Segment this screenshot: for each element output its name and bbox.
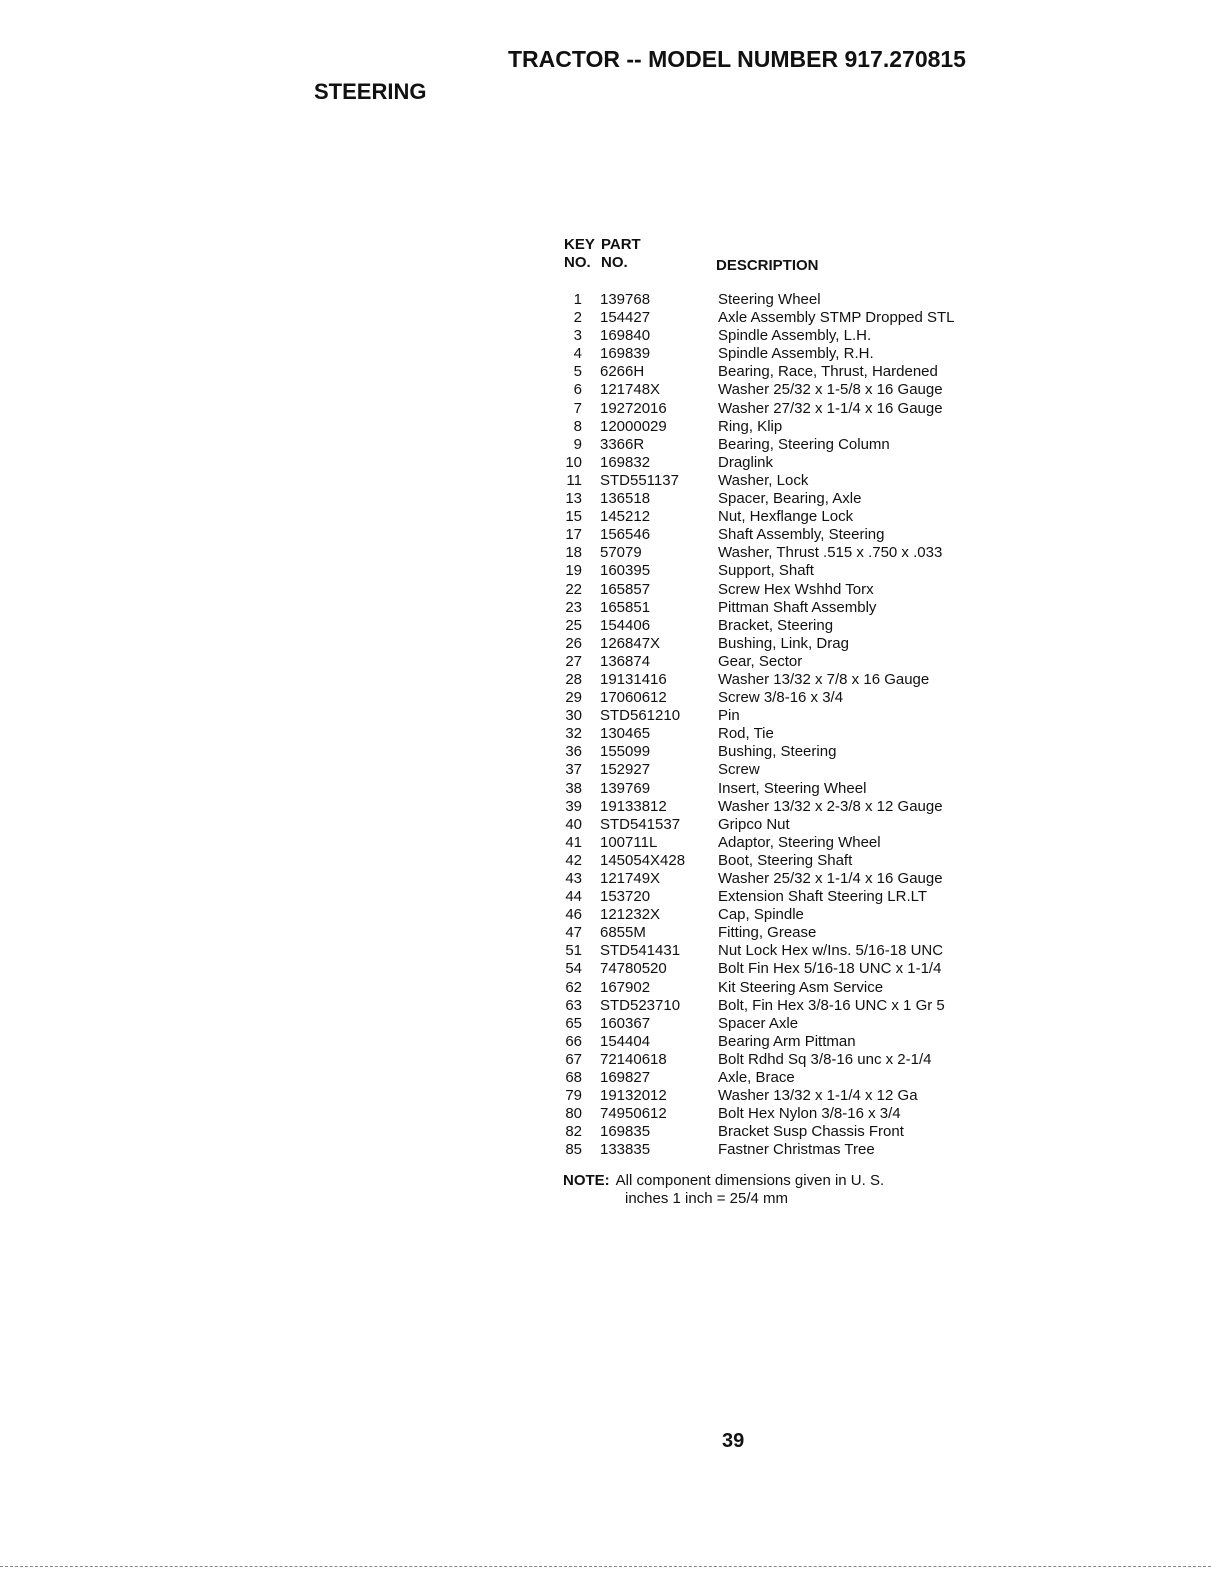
key-no-cell: 7 — [573, 399, 582, 417]
part-no-cell: 126847X — [600, 634, 661, 652]
description-cell: Steering Wheel — [718, 291, 821, 308]
description-cell: Screw — [718, 761, 760, 779]
table-row — [560, 1123, 1000, 1141]
description-cell: Washer 25/32 x 1-5/8 x 16 Gauge — [718, 381, 943, 399]
table-row — [560, 454, 1000, 472]
description-cell: Kit Steering Asm Service — [718, 978, 884, 996]
key-no-cell: 42 — [565, 851, 582, 869]
part-no-cell: 165851 — [600, 598, 651, 616]
part-no-cell: 136518 — [600, 490, 651, 508]
part-no-cell: 160367 — [600, 1014, 651, 1032]
page-title: TRACTOR -- MODEL NUMBER 917.270815 — [508, 46, 966, 72]
key-no-cell: 26 — [565, 634, 582, 652]
table-row — [560, 617, 1000, 635]
table-row — [560, 834, 1000, 852]
table-row — [560, 816, 1000, 834]
key-no-cell: 65 — [565, 1014, 582, 1032]
key-no-column-header — [564, 236, 595, 272]
table-row — [560, 1105, 1000, 1123]
description-cell: Draglink — [718, 453, 774, 471]
description-cell: Bolt, Fin Hex 3/8-16 UNC x 1 Gr 5 — [718, 996, 945, 1014]
description-cell: Nut, Hexflange Lock — [718, 508, 854, 526]
description-cell: Gear, Sector — [718, 652, 803, 670]
description-cell: Bolt Rdhd Sq 3/8-16 unc x 2-1/4 — [718, 1050, 932, 1068]
table-row — [560, 1033, 1000, 1051]
part-no-cell: 154427 — [600, 309, 651, 327]
table-row — [560, 1015, 1000, 1033]
part-no-cell: 121749X — [600, 870, 661, 887]
key-no-cell: 51 — [565, 942, 582, 960]
part-no-cell: 121232X — [600, 906, 661, 924]
key-no-cell: 82 — [565, 1123, 582, 1141]
part-no-cell: 121748X — [600, 381, 661, 399]
description-cell: Spacer Axle — [718, 1014, 799, 1032]
key-no-cell: 5 — [573, 363, 582, 381]
key-no-cell: 1 — [573, 291, 582, 308]
description-cell: Pin — [718, 707, 740, 725]
table-row — [560, 562, 1000, 580]
key-no-cell: 38 — [565, 779, 582, 797]
description-cell: Bracket, Steering — [718, 616, 834, 634]
part-no-cell: 153720 — [600, 888, 651, 906]
description-cell: Boot, Steering Shaft — [718, 851, 853, 869]
part-no-cell: 19272016 — [600, 399, 667, 417]
part-no-cell: STD551137 — [600, 471, 679, 489]
description-cell: Spacer, Bearing, Axle — [718, 490, 862, 508]
table-row — [560, 381, 1000, 399]
key-no-cell: 22 — [565, 580, 582, 598]
part-no-cell: 6266H — [600, 363, 645, 381]
key-no-cell: 9 — [573, 435, 582, 453]
part-no-cell: 169839 — [600, 345, 651, 363]
table-row — [560, 400, 1000, 418]
part-no-cell: 3366R — [600, 435, 645, 453]
key-no-cell: 2 — [573, 309, 582, 327]
description-cell: Nut Lock Hex w/Ins. 5/16-18 UNC — [718, 942, 944, 960]
description-cell: Screw Hex Wshhd Torx — [718, 580, 874, 598]
description-cell: Support, Shaft — [718, 562, 814, 580]
description-cell: Gripco Nut — [718, 815, 790, 833]
part-no-cell: STD541431 — [600, 942, 681, 960]
part-no-cell: 74950612 — [600, 1105, 667, 1123]
parts-list — [560, 291, 1000, 1160]
part-no-cell: STD561210 — [600, 707, 681, 725]
table-row — [560, 526, 1000, 544]
part-no-cell: 139768 — [600, 291, 651, 308]
key-no-cell: 29 — [565, 689, 582, 707]
page-number: 39 — [722, 1430, 745, 1452]
part-no-cell: 133835 — [600, 1141, 651, 1159]
description-cell: Washer 13/32 x 1-1/4 x 12 Ga — [718, 1087, 918, 1105]
description-cell: Screw 3/8-16 x 3/4 — [718, 689, 844, 707]
key-no-cell: 4 — [573, 345, 582, 363]
table-row — [560, 1051, 1000, 1069]
key-no-cell: 41 — [565, 833, 582, 851]
key-no-cell: 62 — [565, 978, 582, 996]
note-line1: All component dimensions given in U. S. — [615, 1172, 885, 1189]
key-no-cell: 11 — [566, 471, 582, 489]
table-row — [560, 1069, 1000, 1087]
key-no-cell: 10 — [565, 453, 582, 471]
table-row — [560, 960, 1000, 978]
table-row — [560, 942, 1000, 960]
key-no-cell: 80 — [565, 1105, 582, 1123]
key-no-cell: 66 — [565, 1032, 582, 1050]
part-no-cell: 139769 — [600, 779, 651, 797]
description-cell: Washer 13/32 x 2-3/8 x 12 Gauge — [718, 797, 943, 815]
table-row — [560, 1141, 1000, 1159]
description-cell: Washer, Lock — [718, 471, 809, 489]
key-no-cell: 85 — [565, 1141, 582, 1159]
part-no-cell: 145054X428 — [600, 851, 686, 869]
key-no-cell: 47 — [565, 924, 582, 942]
description-cell: Bearing Arm Pittman — [718, 1032, 856, 1050]
key-no-cell: 63 — [565, 996, 582, 1014]
table-row — [560, 689, 1000, 707]
description-cell: Washer 13/32 x 7/8 x 16 Gauge — [718, 670, 930, 688]
part-no-cell: 17060612 — [600, 689, 667, 707]
description-cell: Spindle Assembly, R.H. — [718, 345, 874, 363]
table-row — [560, 725, 1000, 743]
key-no-cell: 39 — [565, 797, 582, 815]
table-row — [560, 870, 1000, 888]
table-row — [560, 490, 1000, 508]
table-row — [560, 780, 1000, 798]
table-row — [560, 309, 1000, 327]
description-cell: Washer 25/32 x 1-1/4 x 16 Gauge — [718, 870, 943, 887]
table-row — [560, 418, 1000, 436]
key-no-cell: 44 — [565, 888, 582, 906]
part-no-cell: 152927 — [600, 761, 651, 779]
note-label: NOTE: — [563, 1172, 610, 1189]
part-no-cell: 167902 — [600, 978, 651, 996]
description-cell: Washer 27/32 x 1-1/4 x 16 Gauge — [718, 399, 943, 417]
description-cell: Rod, Tie — [718, 725, 774, 743]
key-header-line2: NO. — [564, 254, 591, 271]
part-no-cell: STD541537 — [600, 815, 681, 833]
description-cell: Bushing, Steering — [718, 743, 837, 761]
table-row — [560, 544, 1000, 562]
description-cell: Cap, Spindle — [718, 906, 804, 924]
description-cell: Axle, Brace — [718, 1069, 795, 1087]
description-cell: Shaft Assembly, Steering — [718, 526, 885, 544]
table-row — [560, 291, 1000, 309]
table-row — [560, 581, 1000, 599]
table-row — [560, 671, 1000, 689]
key-no-cell: 79 — [565, 1087, 582, 1105]
table-row — [560, 635, 1000, 653]
description-cell: Bearing, Steering Column — [718, 435, 890, 453]
part-header-line2: NO. — [601, 254, 628, 271]
part-no-cell: 19133812 — [600, 797, 667, 815]
part-no-cell: 169835 — [600, 1123, 651, 1141]
part-no-cell: 19132012 — [600, 1087, 667, 1105]
part-no-cell: 155099 — [600, 743, 651, 761]
table-row — [560, 798, 1000, 816]
key-no-cell: 13 — [565, 490, 582, 508]
part-header-line1: PART — [601, 236, 641, 253]
key-no-cell: 6 — [573, 381, 582, 399]
key-header-line1: KEY — [564, 236, 595, 253]
table-row — [560, 653, 1000, 671]
part-no-cell: 130465 — [600, 725, 651, 743]
part-no-cell: 19131416 — [600, 670, 667, 688]
part-no-cell: 145212 — [600, 508, 651, 526]
description-cell: Insert, Steering Wheel — [718, 779, 867, 797]
part-no-cell: 169840 — [600, 327, 651, 345]
part-no-cell: 169827 — [600, 1069, 651, 1087]
table-row — [560, 345, 1000, 363]
key-no-cell: 27 — [565, 652, 582, 670]
part-no-cell: 57079 — [600, 544, 642, 562]
description-cell: Spindle Assembly, L.H. — [718, 327, 872, 345]
part-no-cell: 100711L — [600, 833, 658, 851]
key-no-cell: 68 — [565, 1069, 582, 1087]
part-no-cell: 74780520 — [600, 960, 667, 978]
table-row — [560, 888, 1000, 906]
part-no-cell: 160395 — [600, 562, 651, 580]
part-no-cell: 156546 — [600, 526, 651, 544]
part-no-cell: 6855M — [600, 924, 646, 942]
section-title: STEERING — [314, 79, 427, 104]
table-row — [560, 508, 1000, 526]
table-row — [560, 436, 1000, 454]
key-no-cell: 8 — [573, 417, 582, 435]
description-cell: Bolt Hex Nylon 3/8-16 x 3/4 — [718, 1105, 901, 1123]
table-row — [560, 472, 1000, 490]
key-no-cell: 25 — [565, 616, 582, 634]
table-row — [560, 852, 1000, 870]
key-no-cell: 15 — [565, 508, 582, 526]
description-cell: Bracket Susp Chassis Front — [718, 1123, 904, 1141]
table-row — [560, 924, 1000, 942]
key-no-cell: 23 — [565, 598, 582, 616]
table-row — [560, 707, 1000, 725]
part-no-column-header — [601, 236, 641, 272]
key-no-cell: 36 — [565, 743, 582, 761]
table-row — [560, 906, 1000, 924]
description-cell: Ring, Klip — [718, 417, 783, 435]
part-no-cell: 169832 — [600, 453, 651, 471]
bottom-divider — [0, 1566, 1211, 1567]
key-no-cell: 17 — [565, 526, 582, 544]
key-no-cell: 19 — [565, 562, 582, 580]
part-no-cell: STD523710 — [600, 996, 681, 1014]
key-no-cell: 18 — [565, 544, 582, 562]
description-cell: Washer, Thrust .515 x .750 x .033 — [718, 544, 943, 562]
part-no-cell: 12000029 — [600, 417, 667, 435]
table-row — [560, 743, 1000, 761]
description-cell: Fastner Christmas Tree — [718, 1141, 875, 1159]
table-row — [560, 979, 1000, 997]
table-row — [560, 1087, 1000, 1105]
description-cell: Pittman Shaft Assembly — [718, 598, 877, 616]
key-no-cell: 40 — [565, 815, 582, 833]
table-row — [560, 761, 1000, 779]
description-cell: Adaptor, Steering Wheel — [718, 833, 881, 851]
dimensions-note — [563, 1172, 884, 1208]
key-no-cell: 67 — [565, 1050, 582, 1068]
note-line2: inches 1 inch = 25/4 mm — [625, 1190, 789, 1207]
description-cell: Bushing, Link, Drag — [718, 634, 849, 652]
table-row — [560, 997, 1000, 1015]
description-column-header: DESCRIPTION — [716, 257, 819, 274]
table-row — [560, 363, 1000, 381]
description-cell: Bolt Fin Hex 5/16-18 UNC x 1-1/4 — [718, 960, 942, 978]
key-no-cell: 37 — [565, 761, 582, 779]
part-no-cell: 165857 — [600, 580, 651, 598]
part-no-cell: 136874 — [600, 652, 651, 670]
description-cell: Axle Assembly STMP Dropped STL — [718, 309, 955, 327]
key-no-cell: 32 — [565, 725, 582, 743]
key-no-cell: 43 — [565, 870, 582, 887]
key-no-cell: 3 — [573, 327, 582, 345]
part-no-cell: 154404 — [600, 1032, 651, 1050]
table-row — [560, 599, 1000, 617]
key-no-cell: 30 — [565, 707, 582, 725]
description-cell: Extension Shaft Steering LR.LT — [718, 888, 928, 906]
key-no-cell: 46 — [565, 906, 582, 924]
table-row — [560, 327, 1000, 345]
key-no-cell: 54 — [565, 960, 582, 978]
description-cell: Fitting, Grease — [718, 924, 817, 942]
description-cell: Bearing, Race, Thrust, Hardened — [718, 363, 938, 381]
part-no-cell: 154406 — [600, 616, 651, 634]
key-no-cell: 28 — [565, 670, 582, 688]
part-no-cell: 72140618 — [600, 1050, 667, 1068]
